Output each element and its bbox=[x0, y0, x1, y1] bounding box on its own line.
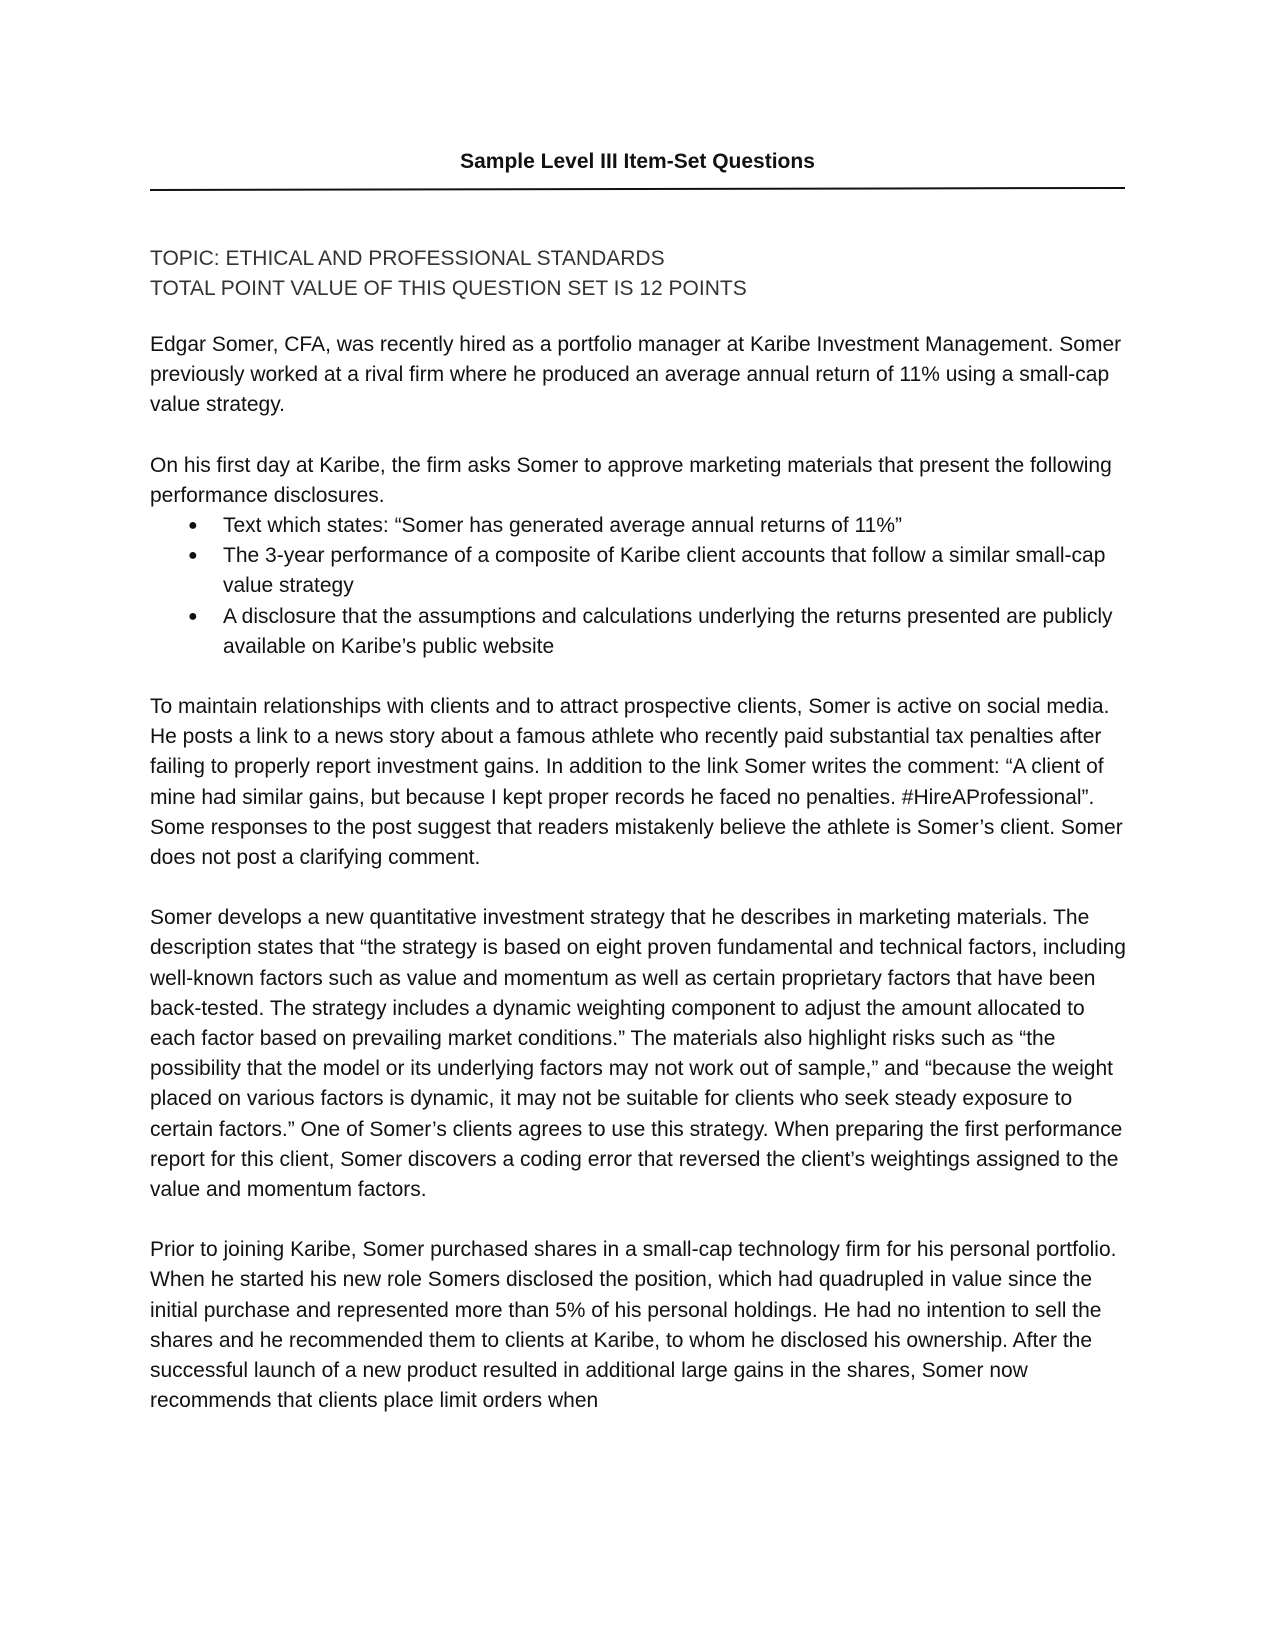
title-divider bbox=[150, 187, 1125, 191]
points-line: TOTAL POINT VALUE OF THIS QUESTION SET IS 12 POINTS bbox=[150, 277, 747, 300]
list-item-text: Text which states: “Somer has generated average annual returns of 11%” bbox=[223, 514, 902, 538]
paragraph-first-day: On his first day at Karibe, the firm asks Somer to approve marketing materials that present the following performance disclosures. bbox=[150, 453, 1112, 507]
page-title: Sample Level III Item-Set Questions bbox=[460, 150, 815, 173]
topic-line: TOPIC: ETHICAL AND PROFESSIONAL STANDARDS bbox=[150, 247, 665, 270]
bullet-icon: ● bbox=[188, 517, 198, 535]
paragraph-social-media: To maintain relationships with clients and to attract prospective clients, Somer is active on social media. He posts a link to a news story about a famous athlete who recently paid substantial tax penalties after failing to properly report investment gains. In addition to the link Somer writes the comment: “A client of mine had similar gains, but because I kept proper records he faced no penalties. #HireAProfessional”. Some responses to the post suggest that readers mistakenly believe the athlete is Somer’s client. Somer does not post a clarifying comment. bbox=[150, 695, 1123, 870]
list-item-text: A disclosure that the assumptions and calculations underlying the returns presented are publicly available on Karibe’s public website bbox=[223, 604, 1113, 658]
bullet-icon: ● bbox=[188, 547, 198, 565]
paragraph-personal-holdings: Prior to joining Karibe, Somer purchased shares in a small-cap technology firm for his personal portfolio. When he started his new role Somers disclosed the position, which had quadrupled in value since the initial purchase and represented more than 5% of his personal holdings. He had no intention to sell the shares and he recommended them to clients at Karibe, to whom he disclosed his ownership. After the successful launch of a new product resulted in additional large gains in the shares, Somer now recommends that clients place limit orders when bbox=[150, 1238, 1117, 1413]
topic-header bbox=[150, 244, 1130, 304]
list-item bbox=[150, 541, 1130, 601]
list-item-text: The 3-year performance of a composite of Karibe client accounts that follow a similar small-cap value strategy bbox=[223, 544, 1106, 598]
paragraph-intro: Edgar Somer, CFA, was recently hired as a portfolio manager at Karibe Investment Management. Somer previously worked at a rival firm where he produced an average annual return of 11% using a small-cap value strategy. bbox=[150, 333, 1122, 417]
list-item bbox=[150, 511, 1130, 541]
paragraph-quant-strategy: Somer develops a new quantitative investment strategy that he describes in marketing materials. The description states that “the strategy is based on eight proven fundamental and technical factors, including well-known factors such as value and momentum as well as certain proprietary factors that have been back-tested. The strategy includes a dynamic weighting component to adjust the amount allocated to each factor based on prevailing market conditions.” The materials also highlight risks such as “the possibility that the model or its underlying factors may not work out of sample,” and “because the weight placed on various factors is dynamic, it may not be suitable for clients who seek steady exposure to certain factors.” One of Somer’s clients agrees to use this strategy. When preparing the first performance report for this client, Somer discovers a coding error that reversed the client’s weightings assigned to the value and momentum factors. bbox=[150, 906, 1126, 1202]
list-item bbox=[150, 602, 1130, 662]
document-body bbox=[150, 330, 1130, 1447]
disclosure-list bbox=[150, 511, 1130, 662]
bullet-icon: ● bbox=[188, 607, 198, 625]
